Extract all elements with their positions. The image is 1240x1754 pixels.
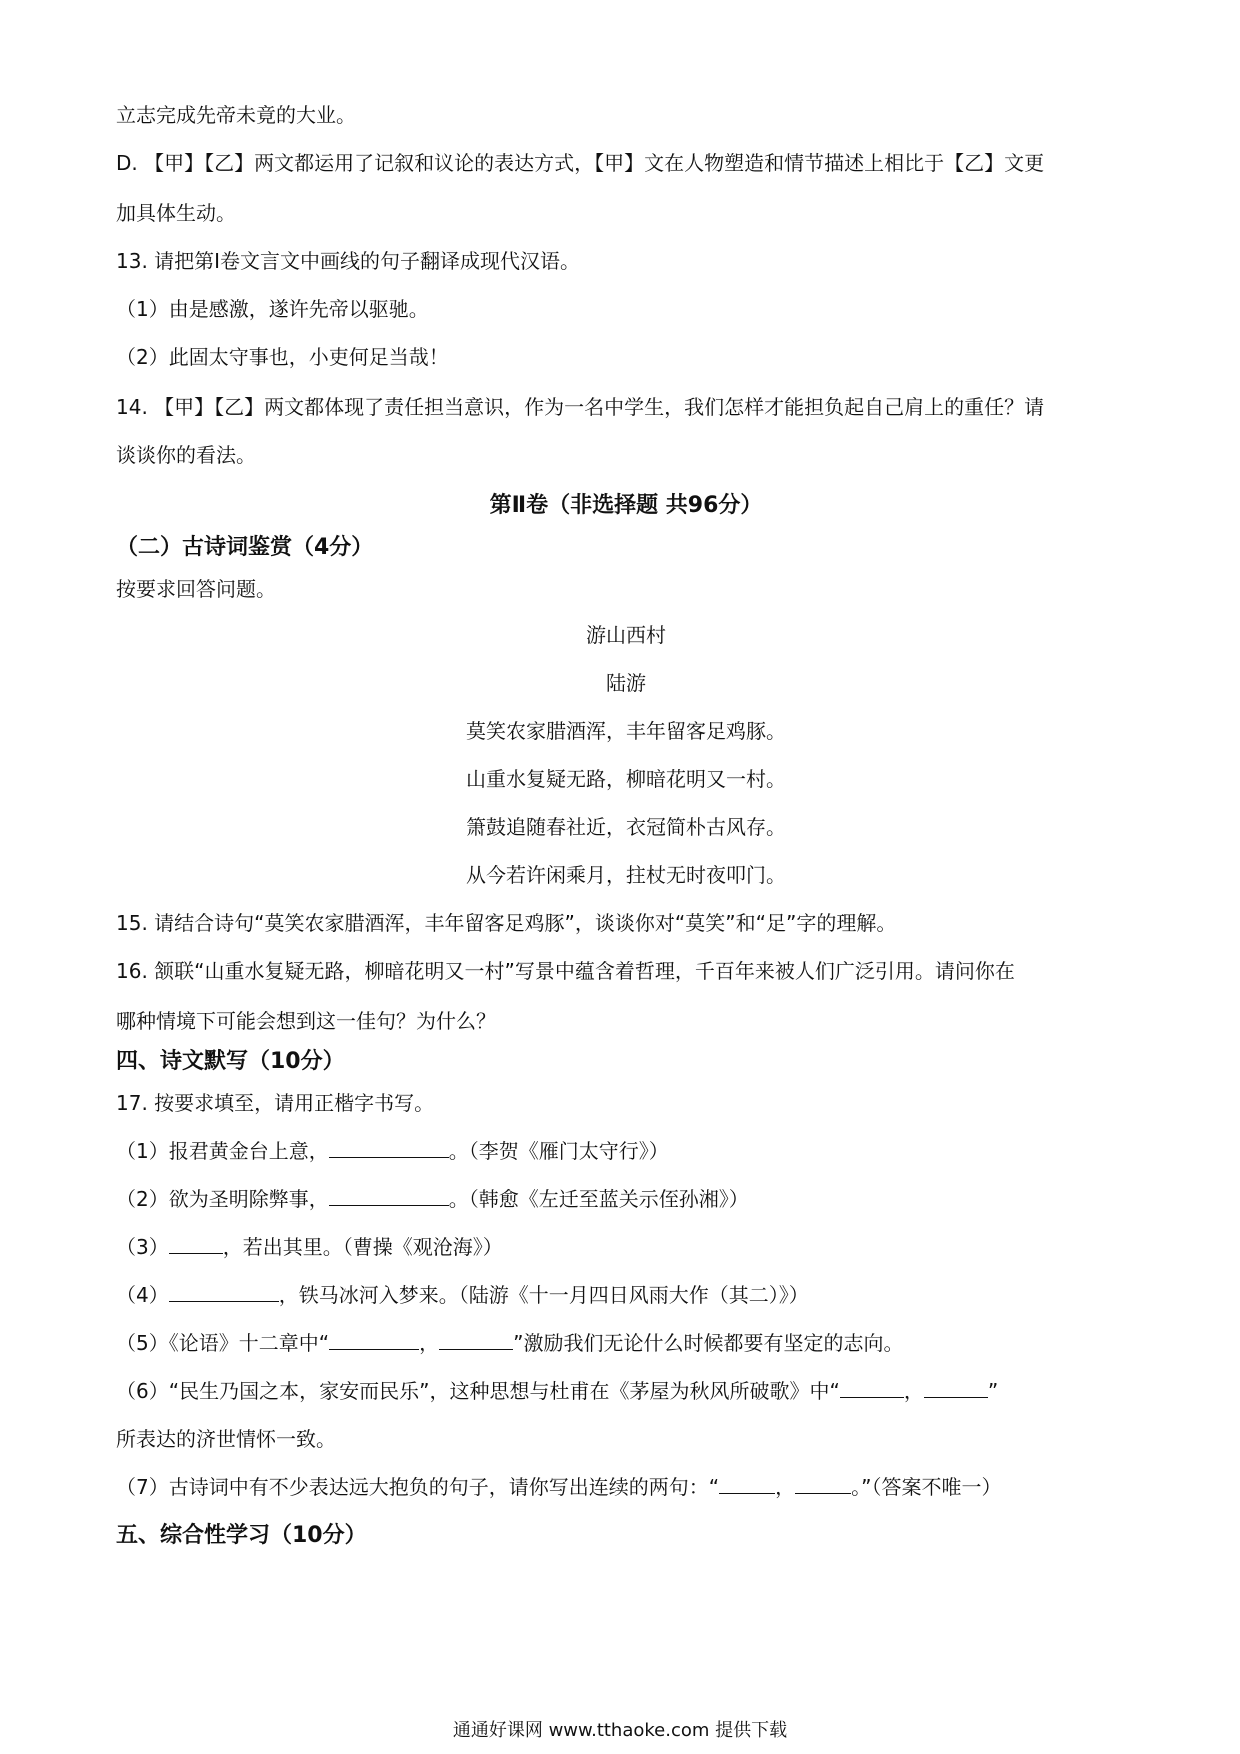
answer-blank[interactable] <box>840 1381 904 1398</box>
q17-item-3 <box>116 1232 1136 1262</box>
question-14-line2: 谈谈你的看法。 <box>116 443 256 467</box>
answer-blank[interactable] <box>439 1333 513 1350</box>
item-text: ， <box>903 1379 924 1403</box>
item-text: ” <box>987 1379 999 1403</box>
poem-instruction: 按要求回答问题。 <box>116 577 276 601</box>
option-d-line2: 加具体生动。 <box>116 201 236 225</box>
q17-item-6-cont: 所表达的济世情怀一致。 <box>116 1427 336 1451</box>
item-text: ， <box>775 1475 796 1499</box>
question-13-2: （2）此固太守事也，小吏何足当哉！ <box>116 345 449 369</box>
answer-blank[interactable] <box>719 1477 775 1494</box>
item-text: （6）“民生乃国之本，家安而民乐”，这种思想与杜甫在《茅屋为秋风所破歌》中“ <box>116 1379 840 1403</box>
item-text: ，铁马冰河入梦来。（陆游《十一月四日风雨大作（其二）》） <box>278 1283 809 1307</box>
q17-item-6 <box>116 1376 1136 1406</box>
question-17: 17. 按要求填至，请用正楷字书写。 <box>116 1091 435 1115</box>
q17-item-1 <box>116 1136 1136 1166</box>
answer-blank[interactable] <box>329 1333 419 1350</box>
question-16-line2: 哪种情境下可能会想到这一佳句？为什么？ <box>116 1009 496 1033</box>
question-13-1: （1）由是感激，遂许先帝以驱驰。 <box>116 297 429 321</box>
item-text: （1）报君黄金台上意， <box>116 1139 329 1163</box>
item-text: （4） <box>116 1283 169 1307</box>
section-4-title: 四、诗文默写（10分） <box>116 1049 345 1074</box>
poem-section-title: （二）古诗词鉴赏（4分） <box>116 535 374 560</box>
item-text: （5）《论语》十二章中“ <box>116 1331 330 1355</box>
exam-page <box>116 100 1136 1552</box>
question-14-line1: 14. 【甲】【乙】两文都体现了责任担当意识，作为一名中学生，我们怎样才能担负起自己肩上的重任？请 <box>116 395 1045 419</box>
answer-blank[interactable] <box>169 1285 279 1302</box>
item-text: 。（韩愈《左迁至蓝关示侄孙湘》） <box>448 1187 749 1211</box>
poem-line: 莫笑农家腊酒浑，丰年留客足鸡豚。 <box>466 719 786 743</box>
poem-title: 游山西村 <box>586 623 666 647</box>
q17-item-7 <box>116 1472 1136 1502</box>
section-5-title: 五、综合性学习（10分） <box>116 1523 367 1548</box>
answer-blank[interactable] <box>329 1189 449 1206</box>
poem-line: 山重水复疑无路，柳暗花明又一村。 <box>466 767 786 791</box>
question-13: 13. 请把第Ⅰ卷文言文中画线的句子翻译成现代汉语。 <box>116 249 581 273</box>
item-text: ， <box>419 1331 440 1355</box>
answer-blank[interactable] <box>795 1477 851 1494</box>
poem-line: 箫鼓追随春社近，衣冠简朴古风存。 <box>466 815 786 839</box>
item-text: ，若出其里。（曹操《观沧海》） <box>222 1235 503 1259</box>
item-text: 。（李贺《雁门太守行》） <box>448 1139 669 1163</box>
q17-item-2 <box>116 1184 1136 1214</box>
q17-item-4 <box>116 1280 1136 1310</box>
question-16-line1: 16. 颔联“山重水复疑无路，柳暗花明又一村”写景中蕴含着哲理，千百年来被人们广泛引用。请问你在 <box>116 959 1015 983</box>
item-text: （7）古诗词中有不少表达远大抱负的句子，请你写出连续的两句：“ <box>116 1475 720 1499</box>
answer-blank[interactable] <box>329 1141 449 1158</box>
item-text: （3） <box>116 1235 169 1259</box>
answer-blank[interactable] <box>169 1237 223 1254</box>
poem-line: 从今若许闲乘月，拄杖无时夜叩门。 <box>466 863 786 887</box>
poem-author: 陆游 <box>606 671 646 695</box>
item-text: （2）欲为圣明除弊事， <box>116 1187 329 1211</box>
page-footer: 通通好课网 www.tthaoke.com 提供下载 <box>452 1720 788 1741</box>
question-15: 15. 请结合诗句“莫笑农家腊酒浑，丰年留客足鸡豚”，谈谈你对“莫笑”和“足”字的理解。 <box>116 911 897 935</box>
text-line: 立志完成先帝未竟的大业。 <box>116 103 356 127</box>
q17-item-5 <box>116 1328 1136 1358</box>
section-2-title: 第Ⅱ卷（非选择题 共96分） <box>489 493 763 518</box>
item-text: 。”（答案不唯一） <box>851 1475 1002 1499</box>
answer-blank[interactable] <box>924 1381 988 1398</box>
item-text: ”激励我们无论什么时候都要有坚定的志向。 <box>513 1331 904 1355</box>
option-d-line1: D. 【甲】【乙】两文都运用了记叙和议论的表达方式，【甲】文在人物塑造和情节描述上相比于【乙】文更 <box>116 151 1045 175</box>
